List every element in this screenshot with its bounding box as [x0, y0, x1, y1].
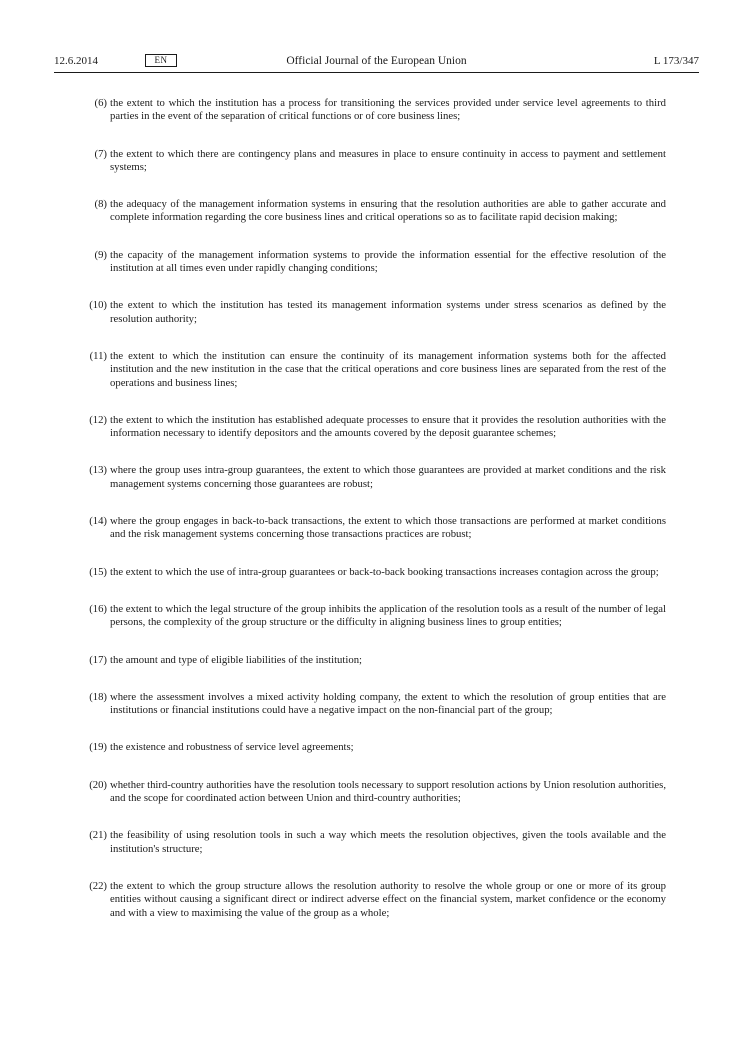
item-text: the extent to which the group structure allows the resolution authority to resolve the whole group or one or more of its group entities without causing a significant direct or indirect adverse effect on the financial system, market confidence or the economy and with a view to maximising the value of the group as a whole; [110, 879, 666, 919]
page-reference: L 173/347 [653, 55, 699, 67]
item-text: the extent to which the institution can ensure the continuity of its management information systems both for the affected institution and the new institution in the case that the critical operations and core business lines are separated from the rest of the operations and business lines; [110, 349, 666, 389]
list-item [80, 779, 700, 806]
list-item [80, 829, 700, 856]
language-badge: EN [145, 54, 177, 67]
item-number: (22) [89, 879, 107, 892]
item-text: where the assessment involves a mixed activity holding company, the extent to which the resolution of group entities that are institutions or financial institutions could have a negative impact on the non-financial part of the group; [110, 690, 666, 717]
list-item [80, 350, 700, 390]
item-text: the capacity of the management information systems to provide the information essential for the effective resolution of the institution at all times even under rapidly changing conditions; [110, 248, 666, 275]
page-header [54, 52, 699, 70]
list-item [80, 741, 700, 754]
item-number: (7) [94, 147, 107, 160]
criteria-list [80, 97, 700, 944]
item-number: (21) [89, 829, 107, 842]
publication-date: 12.6.2014 [54, 55, 98, 67]
list-item [80, 654, 700, 667]
item-number: (10) [89, 299, 107, 312]
item-number: (12) [89, 413, 107, 426]
item-text: the extent to which the institution has a process for transitioning the services provided under service level agreements to third parties in the event of the separation of critical functions or of core business lines; [110, 97, 666, 123]
item-text: the extent to which there are contingency plans and measures in place to ensure continuity in access to payment and settlement systems; [110, 147, 666, 173]
list-item [80, 515, 700, 542]
item-text: the extent to which the institution has tested its management information systems under stress scenarios as defined by the resolution authority; [110, 299, 666, 325]
item-text: the amount and type of eligible liabilities of the institution; [110, 653, 363, 666]
item-text: the feasibility of using resolution tools in such a way which meets the resolution objectives, given the tools available and the institution's structure; [110, 829, 666, 855]
list-item [80, 566, 700, 579]
item-number: (11) [89, 349, 107, 362]
item-number: (20) [89, 778, 107, 791]
list-item [80, 691, 700, 718]
item-number: (9) [94, 248, 107, 261]
item-text: where the group engages in back-to-back transactions, the extent to which those transactions are performed at market conditions and the risk management systems concerning those transactions practices are robust; [110, 515, 666, 541]
item-text: whether third-country authorities have the resolution tools necessary to support resolution actions by Union resolution authorities, and the scope for coordinated action between Union and third-country authorities; [110, 778, 666, 805]
list-item [80, 97, 700, 124]
item-number: (18) [89, 690, 107, 703]
item-number: (6) [94, 97, 107, 109]
list-item [80, 603, 700, 630]
item-number: (19) [89, 741, 107, 754]
item-text: where the group uses intra-group guarantees, the extent to which those guarantees are provided at market conditions and the risk management systems concerning those guarantees are robust; [110, 464, 666, 490]
item-text: the adequacy of the management information systems in ensuring that the resolution authorities are able to gather accurate and complete information regarding the core business lines and critical operations so as to facilitate rapid decision making; [110, 198, 666, 224]
list-item [80, 414, 700, 441]
item-text: the existence and robustness of service level agreements; [110, 741, 354, 754]
header-divider [54, 72, 699, 73]
list-item [80, 464, 700, 491]
list-item [80, 299, 700, 326]
item-number: (14) [89, 515, 107, 528]
item-number: (8) [94, 198, 107, 211]
item-number: (16) [89, 602, 107, 615]
item-text: the extent to which the legal structure of the group inhibits the application of the resolution tools as a result of the number of legal persons, the complexity of the group structure or the difficulty in aligning business lines to group entities; [110, 602, 666, 629]
list-item [80, 148, 700, 175]
journal-title: Official Journal of the European Union [286, 55, 467, 67]
item-number: (15) [89, 565, 107, 578]
item-number: (17) [89, 653, 107, 666]
list-item [80, 249, 700, 276]
item-text: the extent to which the institution has established adequate processes to ensure that it provides the resolution authorities with the information necessary to identify depositors and the amounts covered by the deposit guarantee schemes; [110, 413, 666, 440]
list-item [80, 880, 700, 920]
list-item [80, 198, 700, 225]
item-text: the extent to which the use of intra-group guarantees or back-to-back booking transactions increases contagion across the group; [110, 565, 659, 578]
item-number: (13) [89, 464, 107, 477]
